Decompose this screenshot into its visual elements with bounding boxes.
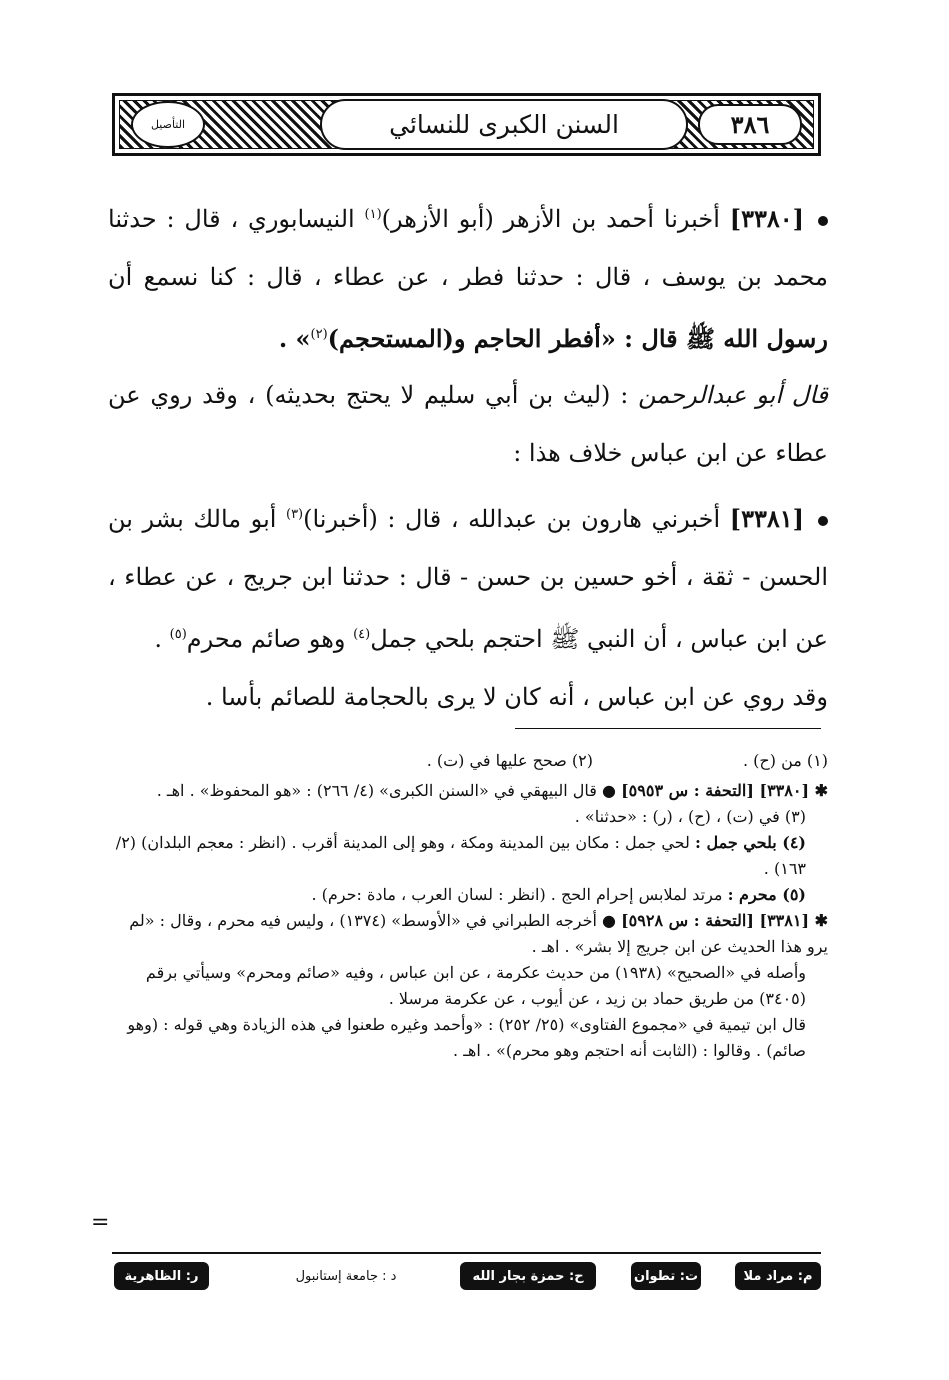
takhrij-text: ● أخرجه الطبراني في «الأوسط» (١٣٧٤) ، وليس فيه محرم ، وقال : «لم يرو هذا الحديث عن ابن جريج إلا بشر» . اهـ . [129,911,828,956]
footnote-4-label: (٤) بلحي جمل : [694,833,806,852]
footnote-5-label: (٥) محرم : [727,885,806,904]
takhrij-3381 [108,908,828,960]
hadith-text: أخبرني هارون بن عبدالله ، قال : (أخبرنا) [303,505,721,533]
footnote-3: (٣) في (ت) ، (ح) ، (ر) : «حدثنا» . [574,807,806,826]
takhrij-label: [٣٣٨١] [التحفة : س ٥٩٢٨] [621,911,810,930]
comment-text: : (ليث بن أبي سليم لا يحتج بحديثه) ، وقد روي عن عطاء عن ابن عباس خلاف هذا : [108,381,828,467]
footnote-4-text: لحي جمل : مكان بين المدينة ومكة ، وهو إلى المدينة أقرب . (انظر : معجم البلدان) (٢/ ١٦٣) . [115,833,806,878]
siglum-r: ر: الظاهرية [114,1262,209,1290]
footnote-ref: (٤) [353,627,371,642]
emblem-text: التأصيل [150,118,186,131]
footnote-1: (١) من (ح) . [743,751,828,770]
footer-divider [112,1252,821,1254]
siglum-h: ح: حمزة بجار الله [460,1262,596,1290]
takhrij-3380 [108,778,828,804]
continuation-mark: = [91,1210,110,1235]
takhrij-label: [٣٣٨٠] [التحفة : س ٥٩٥٣] [621,781,810,800]
footnote-5-text: مرتد لملابس إحرام الحج . (انظر : لسان العرب ، مادة :حرم) . [311,885,728,904]
footnote-row [108,748,828,774]
hadith-number: [٣٣٨٠] [729,204,804,233]
takhrij-note-b: قال ابن تيمية في «مجموع الفتاوى» (٢٥/ ٢٥٢) : «وأحمد وغيره طعنوا في هذه الزيادة وهي قوله : (وهو صائم) . وقالوا : (الثابت أنه احتجم وهو محرم)» . اهـ . [127,1015,806,1060]
siglum-m: م: مراد ملا [735,1262,821,1290]
siglum-t: ت: تطوان [631,1262,701,1290]
hadith-matn: رسول الله ﷺ قال : «أفطر الحاجم و(المستحجم) [327,324,828,353]
footnotes [108,748,828,1064]
publisher-emblem [131,101,205,148]
bullet-icon [818,516,828,526]
page-number: ٣٨٦ [698,104,802,145]
book-title: السنن الكبرى للنسائي [320,99,688,150]
footnote-ref: (٣) [285,507,304,522]
hadith-text: النيسابوري ، قال : حدثنا [108,205,365,233]
asterisk-icon: ✱ [809,781,828,800]
footnote-ref: (١) [364,207,382,222]
footnote-ref: (٥) [169,627,187,642]
author-comment [108,366,828,482]
hadith-text: وقد روي عن ابن عباس ، أنه كان لا يرى بالحجامة للصائم بأسا . [205,683,828,711]
footnote-5 [108,882,828,908]
footnote-divider [515,728,821,729]
hadith-text: أخبرنا أحمد بن الأزهر (أبو الأزهر) [381,205,720,233]
hadith-text: وهو صائم محرم [186,625,354,653]
footnote-4 [108,830,828,882]
hadith-number: [٣٣٨١] [729,504,804,533]
takhrij-text: ● قال البيهقي في «السنن الكبرى» (٤/ ٢٦٦) : «هو المحفوظ» . اهـ . [156,781,616,800]
hadith-3380 [108,186,828,368]
asterisk-icon: ✱ [809,911,828,930]
hadith-text: أبو مالك بشر بن الحسن - ثقة ، أخو حسين بن حسن - قال : حدثنا ابن جريج ، عن عطاء ، عن ابن عباس ، أن النبي ﷺ احتجم بلحي جمل [108,505,828,653]
footnote-ref: (٢) [310,327,328,342]
bullet-icon [818,216,828,226]
hadith-text: . [154,625,170,653]
page-header [112,93,821,156]
takhrij-note-a: وأصله في «الصحيح» (١٩٣٨) من حديث عكرمة ، عن ابن عباس ، وفيه «صائم ومحرم» وسيأتي برقم (٣٤٠٥) من طريق حماد بن زيد ، عن أيوب ، عن عكرمة مرسلا . [145,963,806,1008]
siglum-d: د : جامعة إستانبول [295,1268,397,1284]
comment-author: قال أبو عبدالرحمن [638,381,829,409]
footnote-2: (٢) صحح عليها في (ت) . [426,751,593,770]
hadith-3381 [108,486,828,726]
hadith-matn-end: » . [278,324,311,353]
manuscript-sigla [112,1262,821,1292]
hadith-text: محمد بن يوسف ، قال : حدثنا فطر ، عن عطاء ، قال : كنا نسمع أن [108,263,828,291]
